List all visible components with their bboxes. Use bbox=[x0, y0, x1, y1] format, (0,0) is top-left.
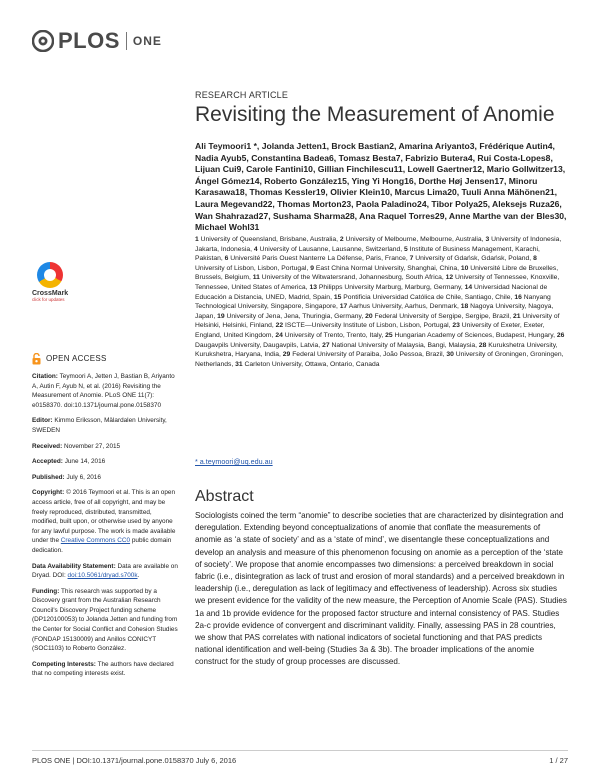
affiliation-number: 1 bbox=[195, 236, 199, 243]
accepted-block bbox=[32, 457, 178, 467]
crossmark-badge[interactable] bbox=[32, 262, 70, 302]
affiliation-text: East China Normal University, Shanghai, China, bbox=[313, 264, 461, 272]
open-lock-icon bbox=[32, 352, 41, 364]
affiliation-number: 15 bbox=[333, 293, 342, 301]
crossmark-icon bbox=[37, 262, 63, 288]
abstract-heading: Abstract bbox=[195, 488, 254, 505]
logo-text: PLOS bbox=[58, 28, 120, 53]
editor-text: Kimmo Eriksson, Mälardalen University, SWEDEN bbox=[32, 417, 167, 434]
open-access-label: OPEN ACCESS bbox=[46, 353, 107, 363]
affiliation-text: University of Groningen, Groningen, Netherlands, bbox=[195, 351, 564, 368]
affiliation-number: 28 bbox=[478, 341, 487, 349]
copyright-text: © 2016 Teymoori et al. This is an open access article, free of all copyright, and may be freely reproduced, distributed, transmitted, modified, built upon, or otherwise used by anyone for any lawful purpose. The work is made available under the bbox=[32, 489, 176, 545]
affiliation-number: 29 bbox=[282, 351, 291, 359]
funding-text: This research was supported by a Discovery grant from the Australian Research Council's Discovery Project funding scheme (DP120100053) to Jolanda Jetten and funding from the Center for Social Conflict and Cohesion Studies (FONDAP 15130009) and Anillos CONICYT (SOC1103) to Roberto González. bbox=[32, 587, 178, 653]
affiliation-number: 26 bbox=[556, 331, 565, 339]
affiliation-text: University of Helsinki, Helsinki, Finland, bbox=[195, 312, 560, 330]
copyright-block bbox=[32, 488, 178, 555]
affiliation-text: University of Melbourne, Melbourne, Australia, bbox=[343, 236, 486, 243]
affiliation-number: 23 bbox=[452, 322, 460, 330]
data-availability-text: Data are available on Dryad. DOI: bbox=[32, 562, 178, 580]
competing-interests-label: Competing Interests: bbox=[32, 660, 96, 668]
editor-label: Editor: bbox=[32, 417, 53, 425]
affiliation-text: Daugavpils University, Daugavpils, Latvia, bbox=[195, 341, 323, 349]
copyright-label: Copyright: bbox=[32, 489, 65, 497]
affiliation-number: 13 bbox=[309, 283, 317, 291]
received-block bbox=[32, 442, 178, 452]
affiliation-text: Université Paris Ouest Nanterre La Défense, Paris, France, bbox=[228, 255, 410, 263]
author-list: Ali Teymoori1 *, Jolanda Jetten1, Brock Bastian2, Amarina Ariyanto3, Frédérique Autin4, Nadia Ayub5, Constantina Badea6, Tomasz Besta7, Fabrizio Butera4, Rui Costa-Lopes8, Lijuan Cui9, Carole Fantini10, Gillian Finchilescu11, Lowell Gaertner12, Mario Gollwitzer13, Ángel Gómez14, Roberto González15, Ying Yi Hong16, Dorthe Høj Jensen17, Minoru Karasawa18, Thomas Kessler19, Olivier Klein10, Marcus Lima20, Tuuli Anna Mähönen21, Laura Megevand22, Thomas Morton23, Paola Paladino24, Tibor Polya25, Aleksejs Ruza26, Wan Shahrazad27, Sushama Sharma28, Ana Raquel Torres29, Anne Marthe van der Bles30, Michael Wohl31 bbox=[195, 141, 567, 233]
affiliation-number: 19 bbox=[217, 312, 225, 320]
affiliation-number: 2 bbox=[339, 236, 344, 243]
affiliation-number: 25 bbox=[385, 331, 393, 339]
logo-divider bbox=[126, 32, 127, 50]
affiliation-number: 21 bbox=[512, 312, 521, 320]
affiliation-text: ISCTE—University Institute of Lisbon, Lisbon, Portugal, bbox=[283, 322, 453, 330]
affiliation-text: Pontificia Universidad Católica de Chile, Santiago, Chile, bbox=[341, 293, 515, 301]
affiliation-number: 8 bbox=[533, 255, 537, 263]
affiliation-text: Aarhus University, Aarhus, Denmark, bbox=[347, 303, 461, 311]
affiliation-text: University of Indonesia, Jakarta, Indonesia, bbox=[195, 236, 562, 253]
open-access-indicator bbox=[32, 352, 107, 364]
affiliation-text: University of Tennessee, Knoxville, Tennessee, United States of America, bbox=[195, 274, 560, 291]
affiliation-text: Philipps University Marburg, Marburg, Germany, bbox=[316, 283, 465, 291]
affiliation-number: 18 bbox=[460, 303, 469, 311]
affiliation-number: 27 bbox=[322, 341, 330, 349]
citation-label: Citation: bbox=[32, 373, 58, 380]
accepted-label: Accepted: bbox=[32, 458, 63, 466]
cc0-license-link[interactable]: Creative Commons CC0 bbox=[60, 537, 131, 545]
crossmark-label: CrossMark bbox=[32, 290, 69, 297]
affiliation-text: Carleton University, Ottawa, Ontario, Canada bbox=[242, 360, 380, 368]
affiliation-number: 14 bbox=[464, 283, 473, 291]
crossmark-sub: click for updates bbox=[32, 297, 65, 302]
published-date: July 6, 2016 bbox=[66, 473, 101, 481]
affiliation-text: Universidad Nacional de Educación a Distancia, UNED, Madrid, Spain, bbox=[195, 283, 548, 301]
affiliation-number: 22 bbox=[275, 322, 284, 330]
received-label: Received: bbox=[32, 442, 63, 450]
citation-text: Teymoori A, Jetten J, Bastian B, Ariyanto A, Autin F, Ayub N, et al. (2016) Revisiting the Measurement of Anomie. PLoS ONE 11(7): e0158370. doi:10.1371/journal.pone.0158370 bbox=[32, 373, 175, 409]
affiliation-text: University of Exeter, Exeter, England, United Kingdom, bbox=[195, 322, 545, 339]
editor-block bbox=[32, 416, 178, 435]
affiliation-text: Kurukshetra University, Kurukshetra, Haryana, India, bbox=[195, 341, 558, 359]
article-type: RESEARCH ARTICLE bbox=[195, 90, 289, 100]
dryad-doi-link[interactable]: doi:10.5061/dryad.s700k bbox=[67, 572, 138, 580]
affiliation-text: University of Trento, Trento, Italy, bbox=[282, 331, 386, 339]
corresponding-email-link[interactable]: * a.teymoori@uq.edu.au bbox=[195, 457, 273, 466]
affiliation-text: University of the Witwatersrand, Johannesburg, South Africa, bbox=[259, 274, 446, 282]
funding-block bbox=[32, 587, 178, 654]
affiliation-text: University of Lausanne, Lausanne, Switzerland, bbox=[257, 245, 405, 253]
affiliation-text: Federal University of Paraiba, João Pessoa, Brazil, bbox=[290, 351, 447, 359]
affiliation-text: Nagoya University, Nagoya, Japan, bbox=[195, 303, 554, 320]
affiliation-number: 4 bbox=[253, 245, 258, 253]
affiliation-text: Institute of Business Management, Karachi, Pakistan, bbox=[195, 245, 540, 263]
affiliation-number: 11 bbox=[252, 274, 260, 282]
affiliation-number: 6 bbox=[224, 255, 229, 263]
plos-logo-icon bbox=[32, 30, 54, 52]
published-block bbox=[32, 473, 178, 483]
affiliation-text: Nanyang Technological University, Singapore, Singapore, bbox=[195, 293, 551, 311]
published-label: Published: bbox=[32, 473, 65, 481]
affiliation-text: National University of Malaysia, Bangi, Malaysia, bbox=[329, 341, 479, 349]
affiliation-number: 5 bbox=[404, 245, 408, 253]
received-date: November 27, 2015 bbox=[63, 442, 121, 450]
affiliation-text: Hungarian Academy of Sciences, Budapest, Hungary, bbox=[392, 331, 557, 339]
page-number: 1 / 27 bbox=[549, 756, 568, 765]
affiliation-number: 9 bbox=[310, 264, 314, 272]
plos-one-logo[interactable] bbox=[32, 28, 162, 54]
affiliation-number: 30 bbox=[446, 351, 454, 359]
affiliation-text: University of Lisbon, Lisbon, Portugal, bbox=[195, 264, 311, 272]
affiliation-text: Federal University of Sergipe, Sergipe, Brazil, bbox=[372, 312, 513, 320]
affiliation-number: 17 bbox=[339, 303, 348, 311]
affiliation-number: 3 bbox=[485, 236, 490, 243]
footer-divider bbox=[32, 750, 568, 751]
affiliation-text: Université Libre de Bruxelles, Brussels, Belgium, bbox=[195, 264, 559, 282]
affiliation-text: University of Gdańsk, Gdańsk, Poland, bbox=[413, 255, 534, 263]
article-metadata-sidebar bbox=[32, 372, 178, 685]
abstract-text: Sociologists coined the term “anomie” to describe societies that are characterized by disintegration and deregulation. Extending beyond conceptualizations of anomie that conflate the measurements of anomie as ‘a state of society’ and as a ‘state of mind’, we disentangle these conceptualizations and develop an analysis and measure of this phenomenon focusing on anomie as a perception of the ‘state of society’. We propose that anomie encompasses two dimensions: a perceived breakdown in social fabric (i.e., disintegration as lack of trust and erosion of moral standards) and a perceived breakdown in leadership (i.e., deregulation as lack of legitimacy and effectiveness of leadership). Across six studies we present evidence for the validity of the new measure, the Perception of Anomie Scale (PAS). Studies 1a and 1b provide evidence for the proposed factor structure and internal consistency of PAS. Studies 2a-c provide evidence of convergent and discriminant validity. Finally, assessing PAS in 28 countries, we show that PAS correlates with national indicators of societal functioning and that PAS predicts national identification and well-being (Studies 3a & 3b). The broader implications of the anomie construct for the study of group processes are discussed. bbox=[195, 511, 567, 667]
affiliation-number: 10 bbox=[460, 264, 469, 272]
copyright-text-end: public domain dedication. bbox=[32, 537, 172, 554]
affiliation-text: University of Queensland, Brisbane, Australia, bbox=[198, 236, 340, 243]
competing-interests-block bbox=[32, 660, 178, 679]
journal-name: ONE bbox=[132, 34, 162, 48]
corresponding-author bbox=[195, 457, 273, 466]
affiliation-number: 16 bbox=[514, 293, 522, 301]
article-title: Revisiting the Measurement of Anomie bbox=[195, 103, 555, 126]
affiliation-number: 7 bbox=[409, 255, 414, 263]
competing-interests-text: The authors have declared that no competing interests exist. bbox=[32, 660, 174, 678]
affiliation-number: 24 bbox=[275, 331, 283, 339]
affiliation-number: 12 bbox=[445, 274, 454, 282]
funding-label: Funding: bbox=[32, 587, 60, 595]
data-availability-label: Data Availability Statement: bbox=[32, 562, 116, 570]
data-availability-end: . bbox=[137, 572, 140, 580]
footer-citation: PLOS ONE | DOI:10.1371/journal.pone.0158370 July 6, 2016 bbox=[32, 756, 237, 765]
accepted-date: June 14, 2016 bbox=[64, 458, 106, 466]
affiliation-number: 20 bbox=[365, 312, 373, 320]
citation-block bbox=[32, 372, 178, 410]
affiliation-text: University of Jena, Jena, Thuringia, Germany, bbox=[224, 312, 366, 320]
affiliations bbox=[195, 235, 567, 369]
data-availability-block bbox=[32, 562, 178, 581]
affiliation-number: 31 bbox=[235, 360, 243, 368]
